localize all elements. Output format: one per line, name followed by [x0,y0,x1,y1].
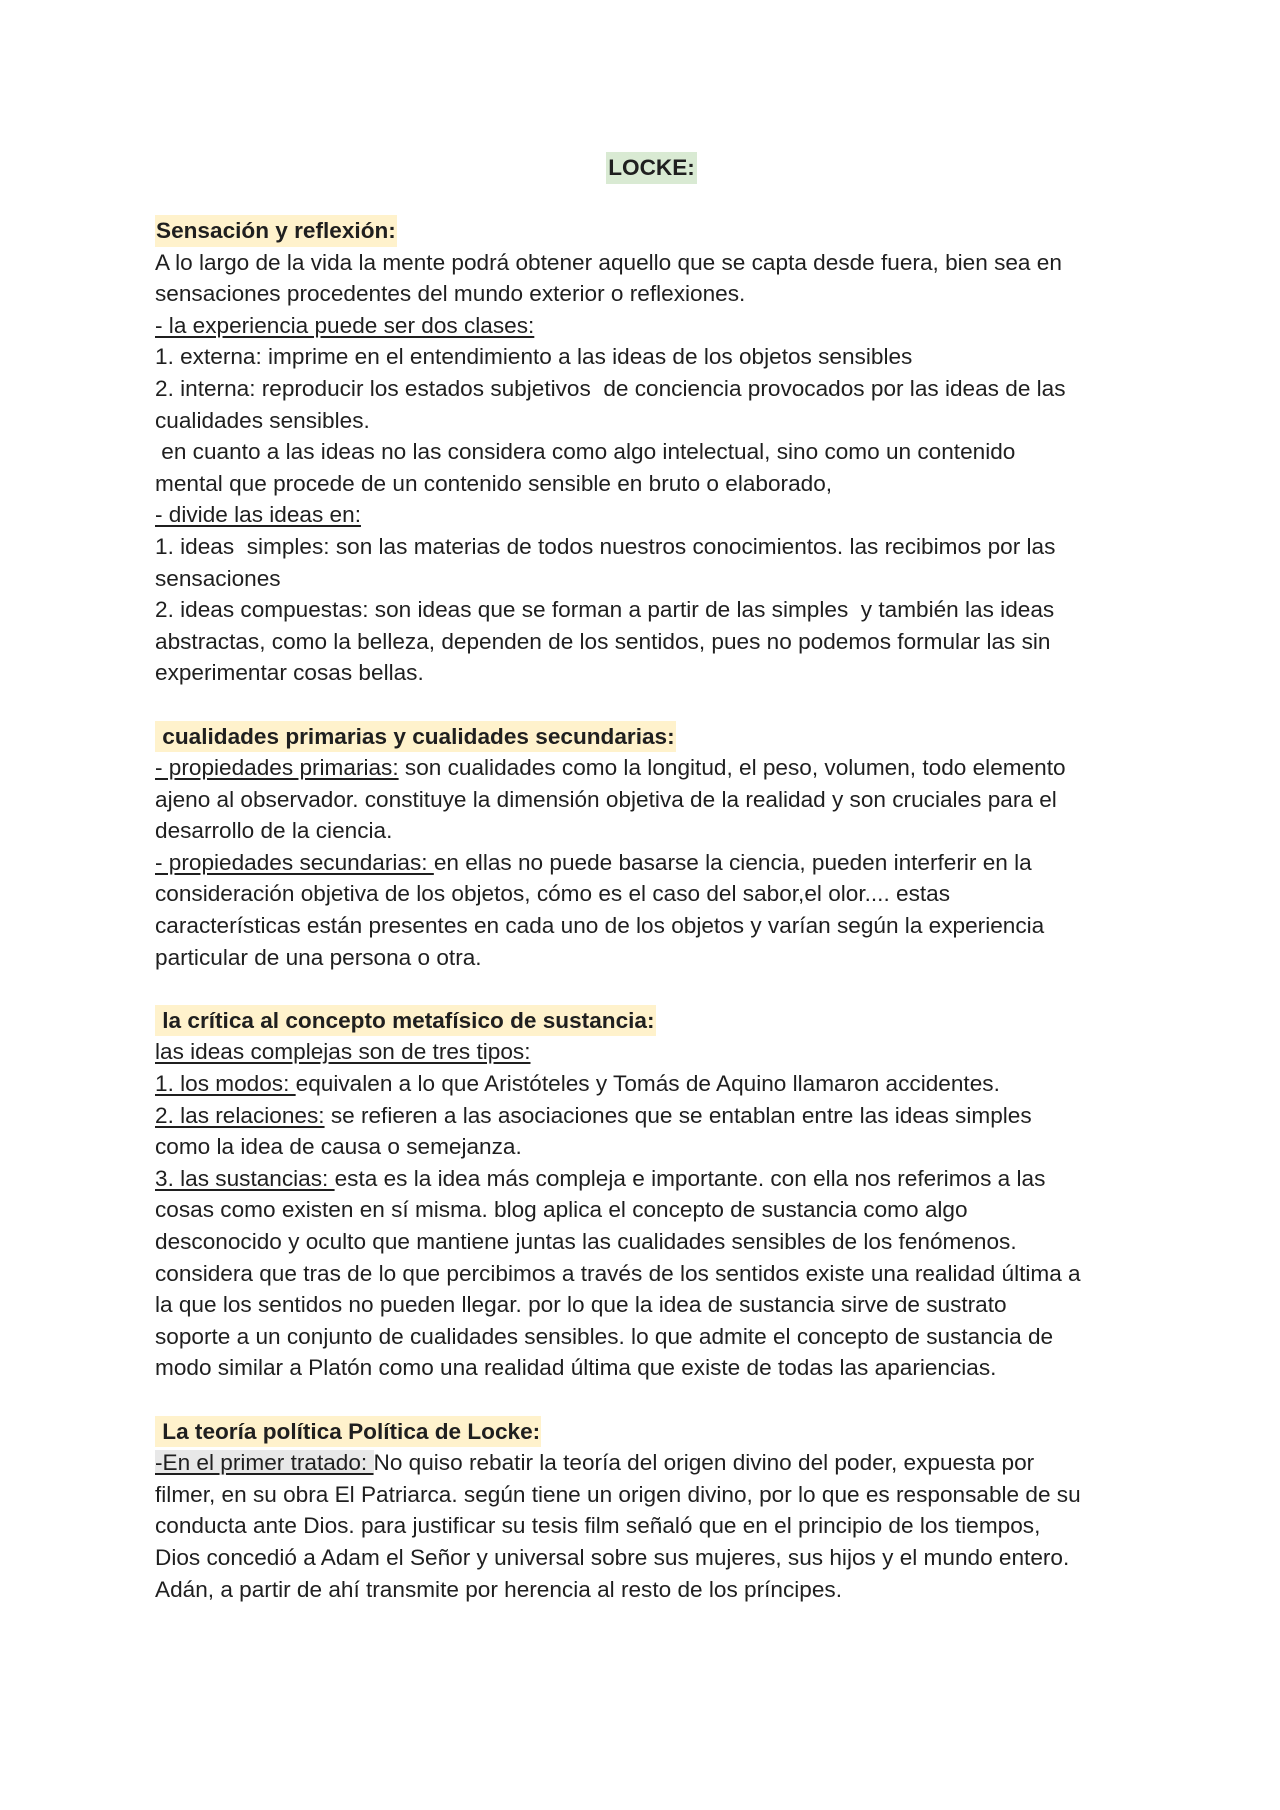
text-line [155,531,1138,563]
line-text: equivalen a lo que Aristóteles y Tomás de Aquino llamaron accidentes. [295,1071,1000,1097]
line-text: conducta ante Dios. para justificar su tesis film señaló que en el principio de los tiempos, [155,1513,1041,1539]
line-text: particular de una persona o otra. [155,944,482,970]
text-line [155,1352,1138,1384]
text-line [155,436,1138,468]
section [155,721,1138,974]
text-line [155,1036,1138,1068]
text-line [155,1068,1138,1100]
text-line [155,247,1138,279]
line-text: filmer, en su obra El Patriarca. según tiene un origen divino, por lo que es responsable de su [155,1481,1081,1507]
text-line [155,626,1138,658]
document-title: LOCKE: [606,152,697,184]
line-text: cualidades sensibles. [155,407,370,433]
text-line [155,1542,1138,1574]
underlined-label: las ideas complejas son de tres tipos: [155,1039,531,1065]
section-heading: La teoría política Política de Locke: [155,1416,541,1448]
underlined-label: - propiedades secundarias: [155,849,434,875]
text-line [155,942,1138,974]
line-text: ajeno al observador. constituye la dimensión objetiva de la realidad y son cruciales para el [155,786,1057,812]
underlined-label: 3. las sustancias: [155,1165,335,1191]
line-text: 1. ideas simples: son las materias de todos nuestros conocimientos. las recibimos por las [155,533,1056,559]
underlined-label: - divide las ideas en: [155,502,361,528]
text-line [155,1131,1138,1163]
underlined-label: - propiedades primarias: [155,755,399,781]
section-heading-row [155,721,1138,753]
section-heading: Sensación y reflexión: [155,215,397,247]
text-line [155,815,1138,847]
line-text: A lo largo de la vida la mente podrá obtener aquello que se capta desde fuera, bien sea en [155,249,1062,275]
line-text: consideración objetiva de los objetos, cómo es el caso del sabor,el olor.... estas [155,881,951,907]
line-text: son cualidades como la longitud, el peso, volumen, todo elemento [398,755,1066,781]
line-text: mental que procede de un contenido sensible en bruto o elaborado, [155,470,833,496]
line-text: en cuanto a las ideas no las considera como algo intelectual, sino como un contenido [155,439,1016,465]
section-heading-row [155,1416,1138,1448]
text-line [155,1289,1138,1321]
text-line [155,563,1138,595]
section [155,215,1138,689]
text-line [155,278,1138,310]
line-text: sensaciones [155,565,281,591]
line-text: Dios concedió a Adam el Señor y universal sobre sus mujeres, sus hijos y el mundo entero. [155,1544,1070,1570]
underlined-label: 1. los modos: [155,1071,296,1097]
text-line [155,784,1138,816]
text-line [155,405,1138,437]
text-line [155,1258,1138,1290]
line-text: 1. externa: imprime en el entendimiento a las ideas de los objetos sensibles [155,344,913,370]
text-line [155,1479,1138,1511]
text-line [155,468,1138,500]
line-text: se refieren a las asociaciones que se entablan entre las ideas simples [324,1102,1032,1128]
line-text: la que los sentidos no pueden llegar. por lo que la idea de sustancia sirve de sustrato [155,1292,1007,1318]
section [155,1005,1138,1384]
text-line [155,499,1138,531]
line-text: considera que tras de lo que percibimos a través de los sentidos existe una realidad última a [155,1260,1081,1286]
section-heading: la crítica al concepto metafísico de sustancia: [155,1005,656,1037]
section-heading-row [155,1005,1138,1037]
underlined-label: - la experiencia puede ser dos clases: [155,312,535,338]
text-line [155,1321,1138,1353]
text-line [155,1574,1138,1606]
text-line [155,1226,1138,1258]
line-text: cosas como existen en sí misma. blog aplica el concepto de sustancia como algo [155,1197,968,1223]
line-text: características están presentes en cada uno de los objetos y varían según la experiencia [155,913,1045,939]
text-line [155,594,1138,626]
text-line [155,910,1138,942]
line-text: 2. ideas compuestas: son ideas que se forman a partir de las simples y también las ideas [155,597,1055,623]
text-line [155,1100,1138,1132]
text-line [155,878,1138,910]
document-body [155,215,1138,1605]
title-row [155,152,1138,184]
line-text: desarrollo de la ciencia. [155,818,393,844]
underlined-label: 2. las relaciones: [155,1102,325,1128]
text-line [155,341,1138,373]
line-text: 2. interna: reproducir los estados subjetivos de conciencia provocados por las ideas de las [155,375,1066,401]
text-line [155,373,1138,405]
line-text: experimentar cosas bellas. [155,660,424,686]
text-line [155,1510,1138,1542]
line-text: sensaciones procedentes del mundo exterior o reflexiones. [155,281,746,307]
text-line [155,847,1138,879]
line-text: abstractas, como la belleza, dependen de los sentidos, pues no podemos formular las sin [155,628,1051,654]
line-text: como la idea de causa o semejanza. [155,1134,522,1160]
text-line [155,1163,1138,1195]
section [155,1416,1138,1606]
section-heading: cualidades primarias y cualidades secundarias: [155,721,676,753]
line-text: desconocido y oculto que mantiene juntas las cualidades sensibles de los fenómenos. [155,1229,1017,1254]
text-line [155,752,1138,784]
line-text: Adán, a partir de ahí transmite por herencia al resto de los príncipes. [155,1576,842,1602]
underlined-label: -En el primer tratado: [155,1450,374,1476]
text-line [155,310,1138,342]
text-line [155,1447,1138,1479]
line-text: modo similar a Platón como una realidad última que existe de todas las apariencias. [155,1355,997,1381]
section-heading-row [155,215,1138,247]
line-text: esta es la idea más compleja e importante. con ella nos referimos a las [334,1165,1046,1191]
text-line [155,657,1138,689]
line-text: No quiso rebatir la teoría del origen divino del poder, expuesta por [373,1450,1035,1476]
line-text: soporte a un conjunto de cualidades sensibles. lo que admite el concepto de sustancia de [155,1323,1054,1349]
text-line [155,1194,1138,1226]
line-text: en ellas no puede basarse la ciencia, pueden interferir en la [433,849,1032,875]
